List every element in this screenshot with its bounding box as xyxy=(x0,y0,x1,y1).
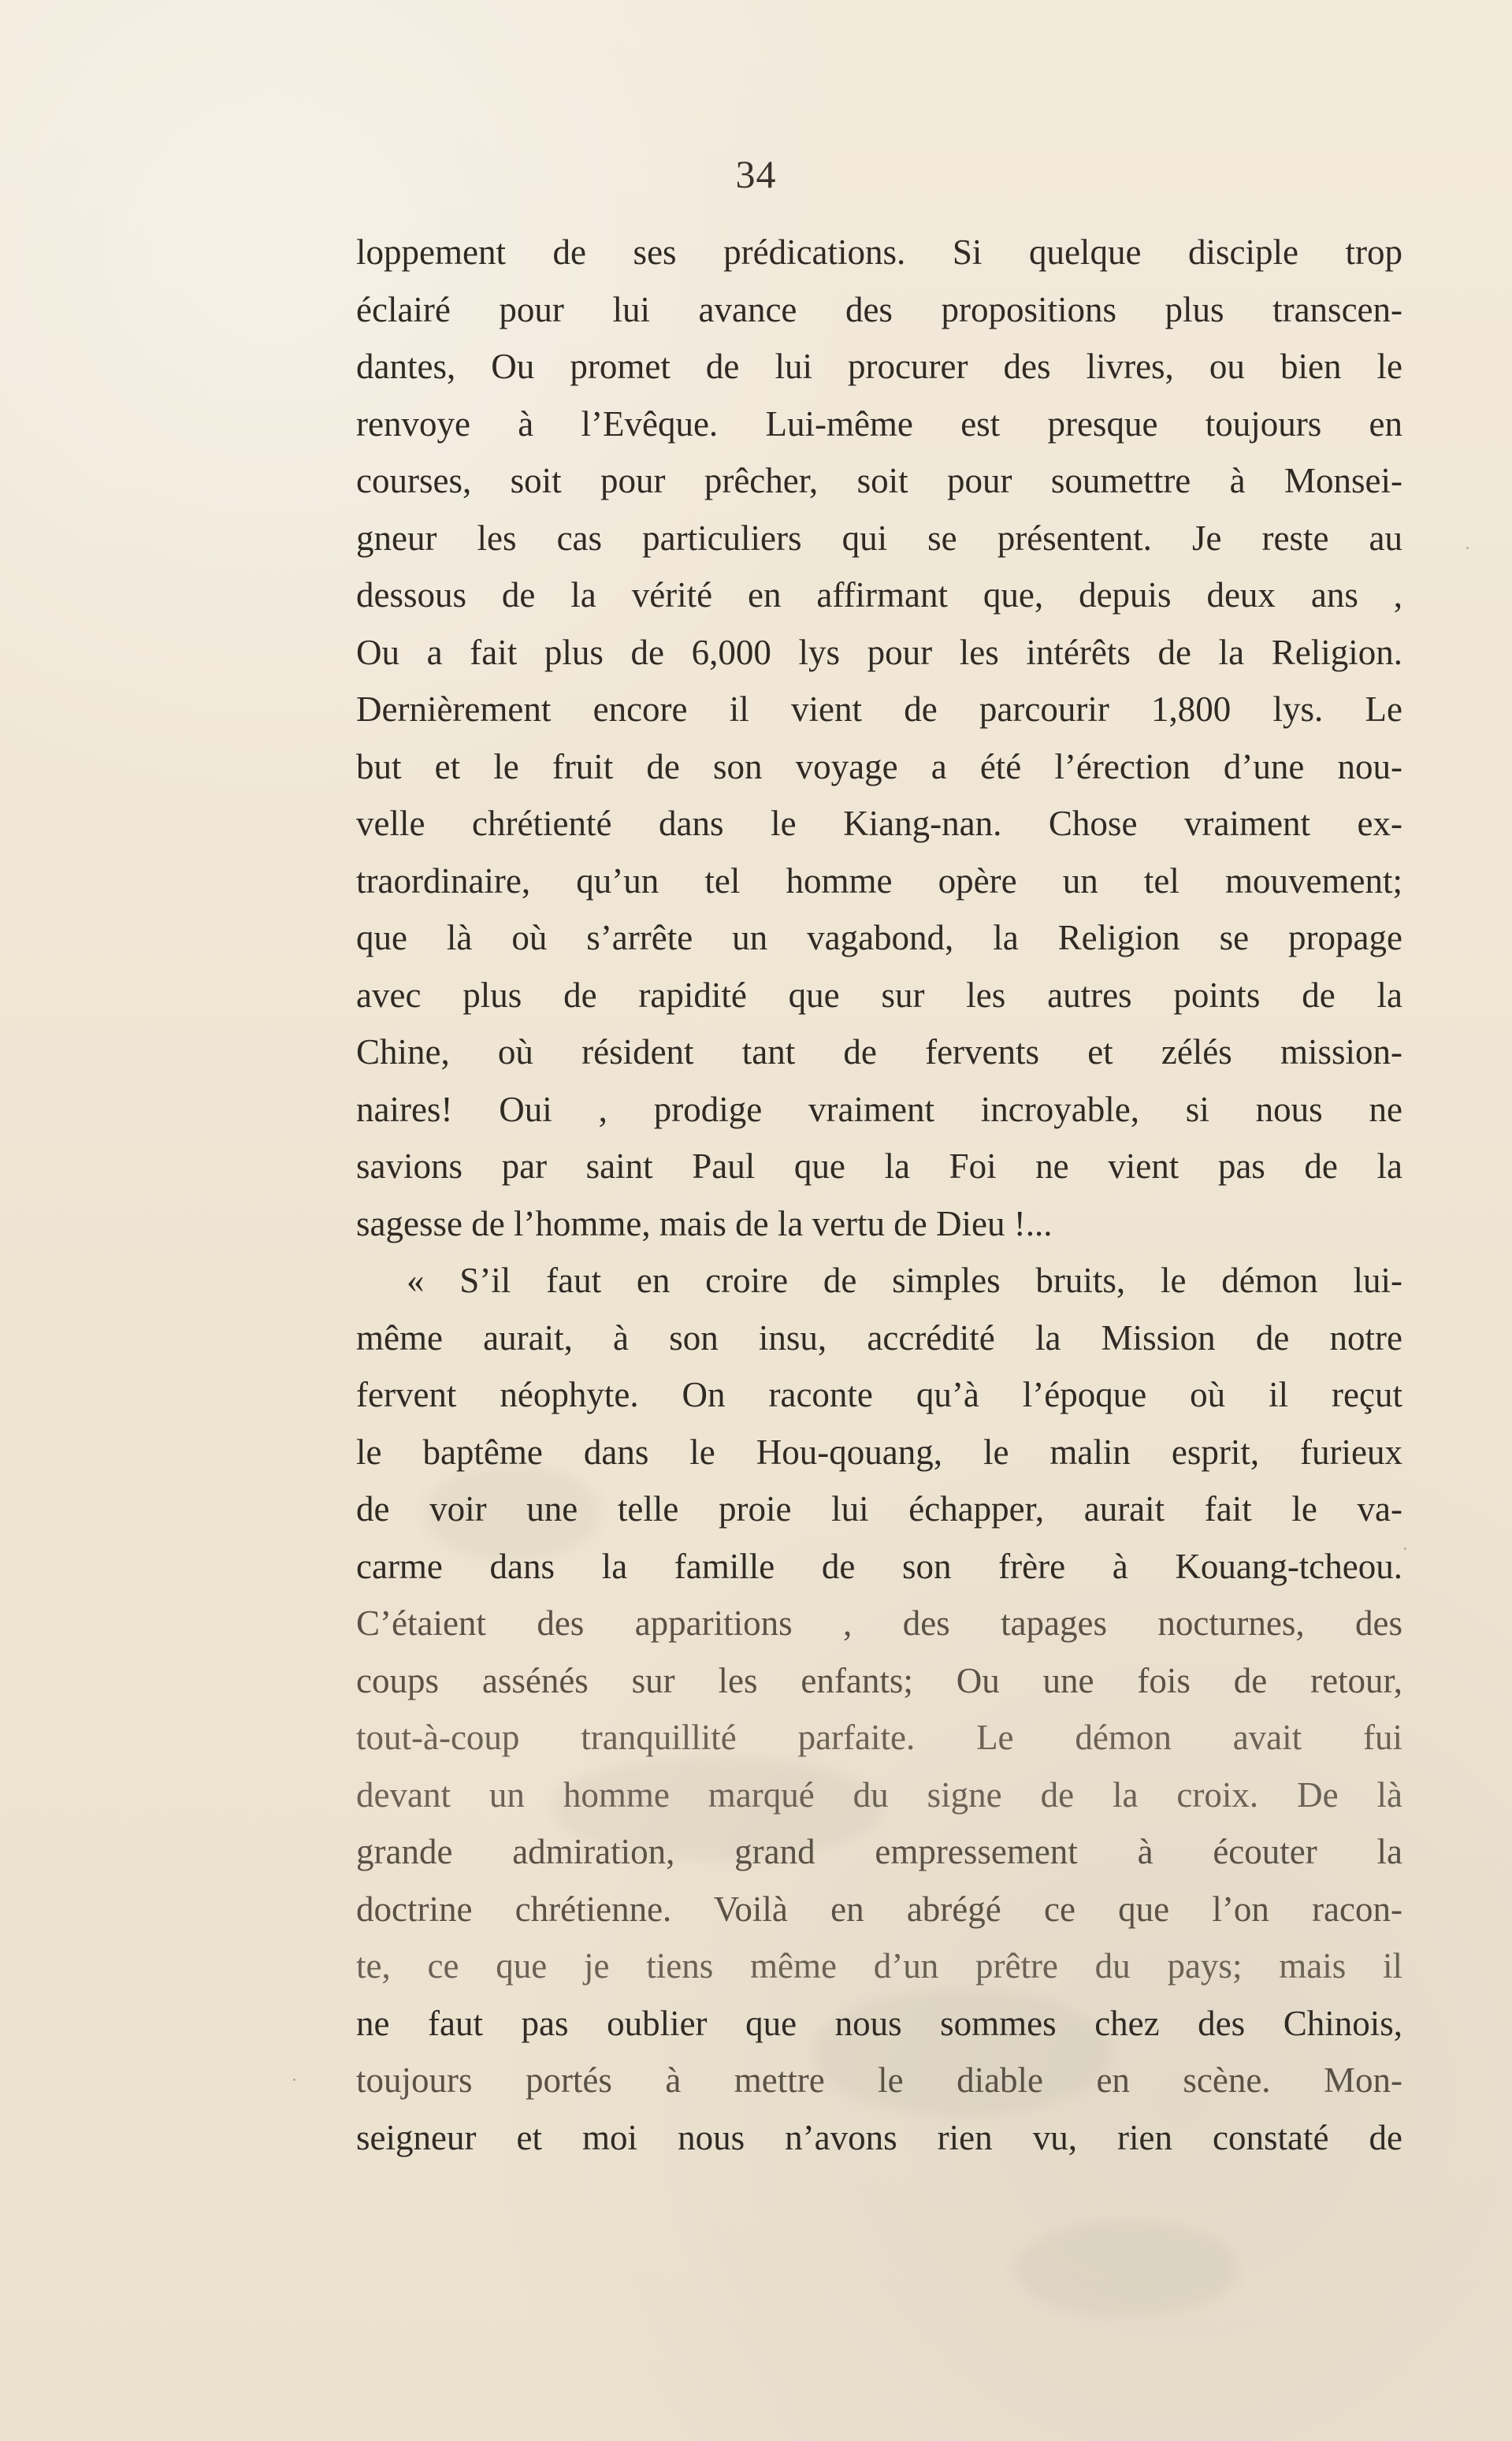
text-line: que là où s’arrête un vagabond, la Religion se propage xyxy=(356,918,1402,957)
text-line: le baptême dans le Hou-qouang, le malin esprit, furieux xyxy=(356,1432,1402,1472)
text-line: seigneur et moi nous n’avons rien vu, rien constaté de xyxy=(356,2117,1402,2157)
text-line: toujours portés à mettre le diable en scène. Mon- xyxy=(356,2060,1402,2100)
text-line: dessous de la vérité en affirmant que, depuis deux ans , xyxy=(356,575,1402,615)
text-line: savions par saint Paul que la Foi ne vient pas de la xyxy=(356,1146,1402,1186)
text-line: fervent néophyte. On raconte qu’à l’époque où il reçut xyxy=(356,1375,1402,1414)
text-line: renvoye à l’Evêque. Lui-même est presque toujours en xyxy=(356,403,1402,444)
text-line: « S’il faut en croire de simples bruits, le démon lui- xyxy=(407,1261,1402,1300)
text-line: velle chrétienté dans le Kiang-nan. Chose vraiment ex- xyxy=(356,804,1402,843)
page-number: 34 xyxy=(735,152,777,196)
text-line: but et le fruit de son voyage a été l’érection d’une nou- xyxy=(356,746,1402,786)
text-line: grande admiration, grand empressement à écouter la xyxy=(356,1832,1402,1871)
body-text xyxy=(356,224,1402,2166)
text-line: tout-à-coup tranquillité parfaite. Le démon avait fui xyxy=(356,1718,1402,1757)
text-line: dantes, Ou promet de lui procurer des livres, ou bien le xyxy=(356,347,1402,386)
text-line: même aurait, à son insu, accrédité la Mission de notre xyxy=(356,1317,1402,1358)
text-line: Chine, où résident tant de fervents et zélés mission- xyxy=(356,1032,1402,1072)
paper-speck xyxy=(1466,547,1469,549)
text-line: te, ce que je tiens même d’un prêtre du pays; mais il xyxy=(356,1946,1402,1986)
text-line: éclairé pour lui avance des propositions plus transcen- xyxy=(356,289,1402,329)
text-line: loppement de ses prédications. Si quelque disciple trop xyxy=(356,232,1402,272)
text-line: de voir une telle proie lui échapper, aurait fait le va- xyxy=(356,1489,1402,1529)
text-line: avec plus de rapidité que sur les autres points de la xyxy=(356,975,1402,1015)
text-line: doctrine chrétienne. Voilà en abrégé ce que l’on racon- xyxy=(356,1889,1402,1929)
text-line: C’étaient des apparitions , des tapages nocturnes, des xyxy=(356,1603,1402,1643)
text-line: gneur les cas particuliers qui se présentent. Je reste au xyxy=(356,518,1402,558)
paper-speck xyxy=(1404,1547,1406,1550)
page-smudge xyxy=(1016,2222,1237,2317)
text-line: naires! Oui , prodige vraiment incroyable, si nous ne xyxy=(356,1089,1402,1129)
text-line: traordinaire, qu’un tel homme opère un tel mouvement; xyxy=(356,860,1402,901)
text-line: ne faut pas oublier que nous sommes chez des Chinois, xyxy=(356,2003,1402,2043)
text-line: sagesse de l’homme, mais de la vertu de Dieu !... xyxy=(356,1203,1053,1243)
text-line: carme dans la famille de son frère à Kouang-tcheou. xyxy=(356,1546,1402,1586)
text-line: coups assénés sur les enfants; Ou une fois de retour, xyxy=(356,1660,1402,1700)
text-line: Dernièrement encore il vient de parcourir 1,800 lys. Le xyxy=(356,689,1402,729)
text-line: courses, soit pour prêcher, soit pour soumettre à Monsei- xyxy=(356,461,1402,500)
text-line: Ou a fait plus de 6,000 lys pour les intérêts de la Religion. xyxy=(356,632,1402,672)
text-line: devant un homme marqué du signe de la croix. De là xyxy=(356,1774,1402,1815)
paper-speck xyxy=(293,2079,295,2081)
